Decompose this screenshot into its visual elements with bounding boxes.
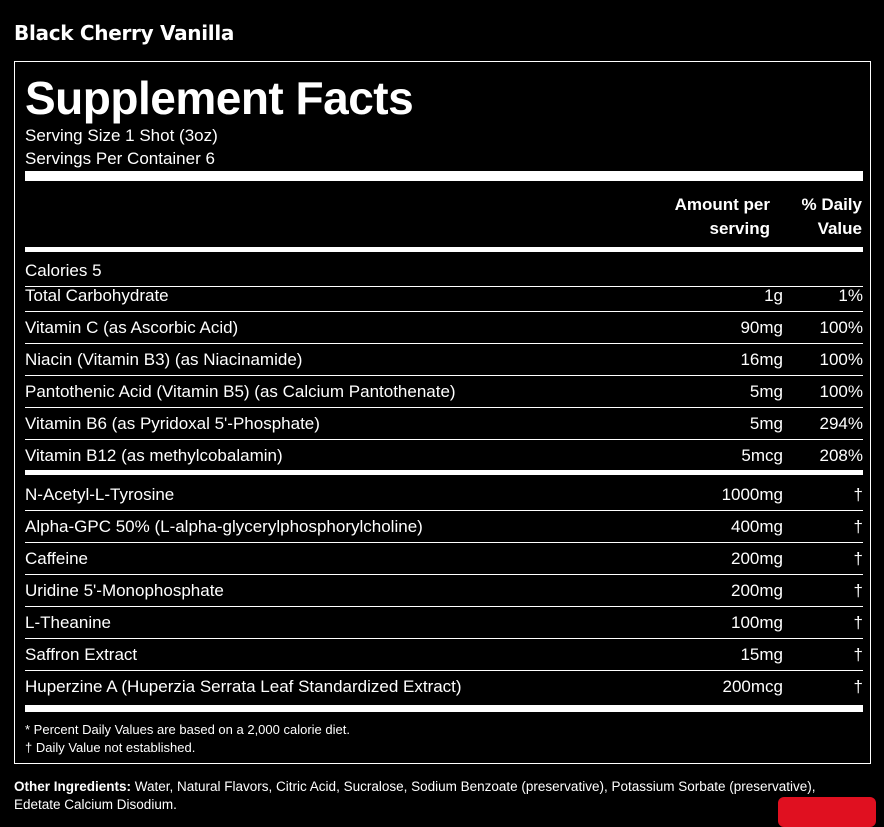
ingredient-dv: † bbox=[853, 517, 863, 536]
ingredient-amount: 400mg bbox=[731, 517, 783, 536]
table-row bbox=[25, 408, 863, 440]
ingredient-amount: 200mg bbox=[731, 581, 783, 600]
nutrient-dv: 100% bbox=[819, 382, 863, 401]
ingredient-amount: 1000mg bbox=[721, 485, 783, 504]
nutrient-dv: 208% bbox=[819, 446, 863, 465]
daily-value-header bbox=[802, 193, 862, 241]
ingredient-name: Uridine 5'-Monophosphate bbox=[25, 581, 224, 600]
nutrient-amount: 5mg bbox=[749, 382, 783, 401]
nutrient-dv: 100% bbox=[819, 318, 863, 337]
table-row bbox=[25, 376, 863, 408]
nutrient-amount: 1g bbox=[764, 286, 783, 305]
table-row bbox=[25, 575, 863, 607]
nutrient-name: Vitamin B6 (as Pyridoxal 5'-Phosphate) bbox=[25, 414, 320, 433]
ingredient-dv: † bbox=[853, 613, 863, 632]
section-divider bbox=[25, 470, 863, 475]
amount-header-line2: serving bbox=[709, 219, 770, 238]
ingredient-dv: † bbox=[853, 549, 863, 568]
ingredient-dv: † bbox=[853, 645, 863, 664]
ingredient-amount: 100mg bbox=[731, 613, 783, 632]
nutrient-name: Vitamin C (as Ascorbic Acid) bbox=[25, 318, 239, 337]
nutrient-dv: 1% bbox=[838, 286, 863, 305]
header-divider bbox=[25, 247, 863, 252]
add-to-cart-button[interactable] bbox=[778, 797, 876, 827]
other-ingredients-label: Other Ingredients: bbox=[14, 779, 132, 794]
table-row bbox=[25, 639, 863, 671]
table-row bbox=[25, 312, 863, 344]
nutrient-amount: 5mcg bbox=[741, 446, 783, 465]
thick-divider bbox=[25, 171, 863, 181]
facts-heading: Supplement Facts bbox=[25, 72, 414, 124]
table-row bbox=[25, 511, 863, 543]
footnote-daily-values: * Percent Daily Values are based on a 2,000 calorie diet. bbox=[25, 722, 350, 737]
bottom-divider bbox=[25, 705, 863, 712]
ingredient-amount: 15mg bbox=[740, 645, 783, 664]
ingredient-dv: † bbox=[853, 677, 863, 696]
nutrient-name: Niacin (Vitamin B3) (as Niacinamide) bbox=[25, 350, 303, 369]
ingredient-name: Saffron Extract bbox=[25, 645, 138, 664]
ingredient-amount: 200mcg bbox=[722, 677, 783, 696]
nutrient-name: Pantothenic Acid (Vitamin B5) (as Calcium Pantothenate) bbox=[25, 382, 456, 401]
ingredient-name: Huperzine A (Huperzia Serrata Leaf Standardized Extract) bbox=[25, 677, 462, 696]
footnote-not-established: † Daily Value not established. bbox=[25, 740, 196, 755]
nutrient-dv: 294% bbox=[819, 414, 863, 433]
table-row bbox=[25, 671, 863, 703]
ingredient-name: Alpha-GPC 50% (L-alpha-glycerylphosphorylcholine) bbox=[25, 517, 423, 536]
nutrient-name: Vitamin B12 (as methylcobalamin) bbox=[25, 446, 283, 465]
table-row bbox=[25, 607, 863, 639]
nutrient-amount: 90mg bbox=[740, 318, 783, 337]
nutrient-name: Total Carbohydrate bbox=[25, 286, 169, 305]
table-row bbox=[25, 280, 863, 312]
table-row bbox=[25, 543, 863, 575]
nutrient-amount: 16mg bbox=[740, 350, 783, 369]
ingredient-name: Caffeine bbox=[25, 549, 89, 568]
table-row bbox=[25, 440, 863, 472]
table-row bbox=[25, 479, 863, 511]
ingredient-dv: † bbox=[853, 485, 863, 504]
amount-header-line1: Amount per bbox=[674, 195, 770, 214]
ingredient-amount: 200mg bbox=[731, 549, 783, 568]
other-ingredients bbox=[14, 778, 844, 814]
supplement-facts-panel bbox=[14, 61, 871, 764]
serving-size: Serving Size 1 Shot (3oz) bbox=[25, 126, 218, 145]
dv-header-line2: Value bbox=[817, 219, 862, 238]
dv-header-line1: % Daily bbox=[801, 195, 862, 214]
other-ingredients-text: Water, Natural Flavors, Citric Acid, Sucralose, Sodium Benzoate (preservative), Potassium Sorbate (preservative), Edetate Calcium Disodium. bbox=[14, 779, 816, 812]
nutrient-amount: 5mg bbox=[749, 414, 783, 433]
nutrient-dv: 100% bbox=[819, 350, 863, 369]
amount-per-serving-header bbox=[675, 193, 770, 241]
ingredient-dv: † bbox=[853, 581, 863, 600]
ingredient-name: N-Acetyl-L-Tyrosine bbox=[25, 485, 175, 504]
table-row bbox=[25, 344, 863, 376]
calories-label: Calories 5 bbox=[25, 261, 102, 280]
ingredient-name: L-Theanine bbox=[25, 613, 112, 632]
servings-per-container: Servings Per Container 6 bbox=[25, 149, 215, 168]
flavor-title: Black Cherry Vanilla bbox=[14, 21, 235, 45]
